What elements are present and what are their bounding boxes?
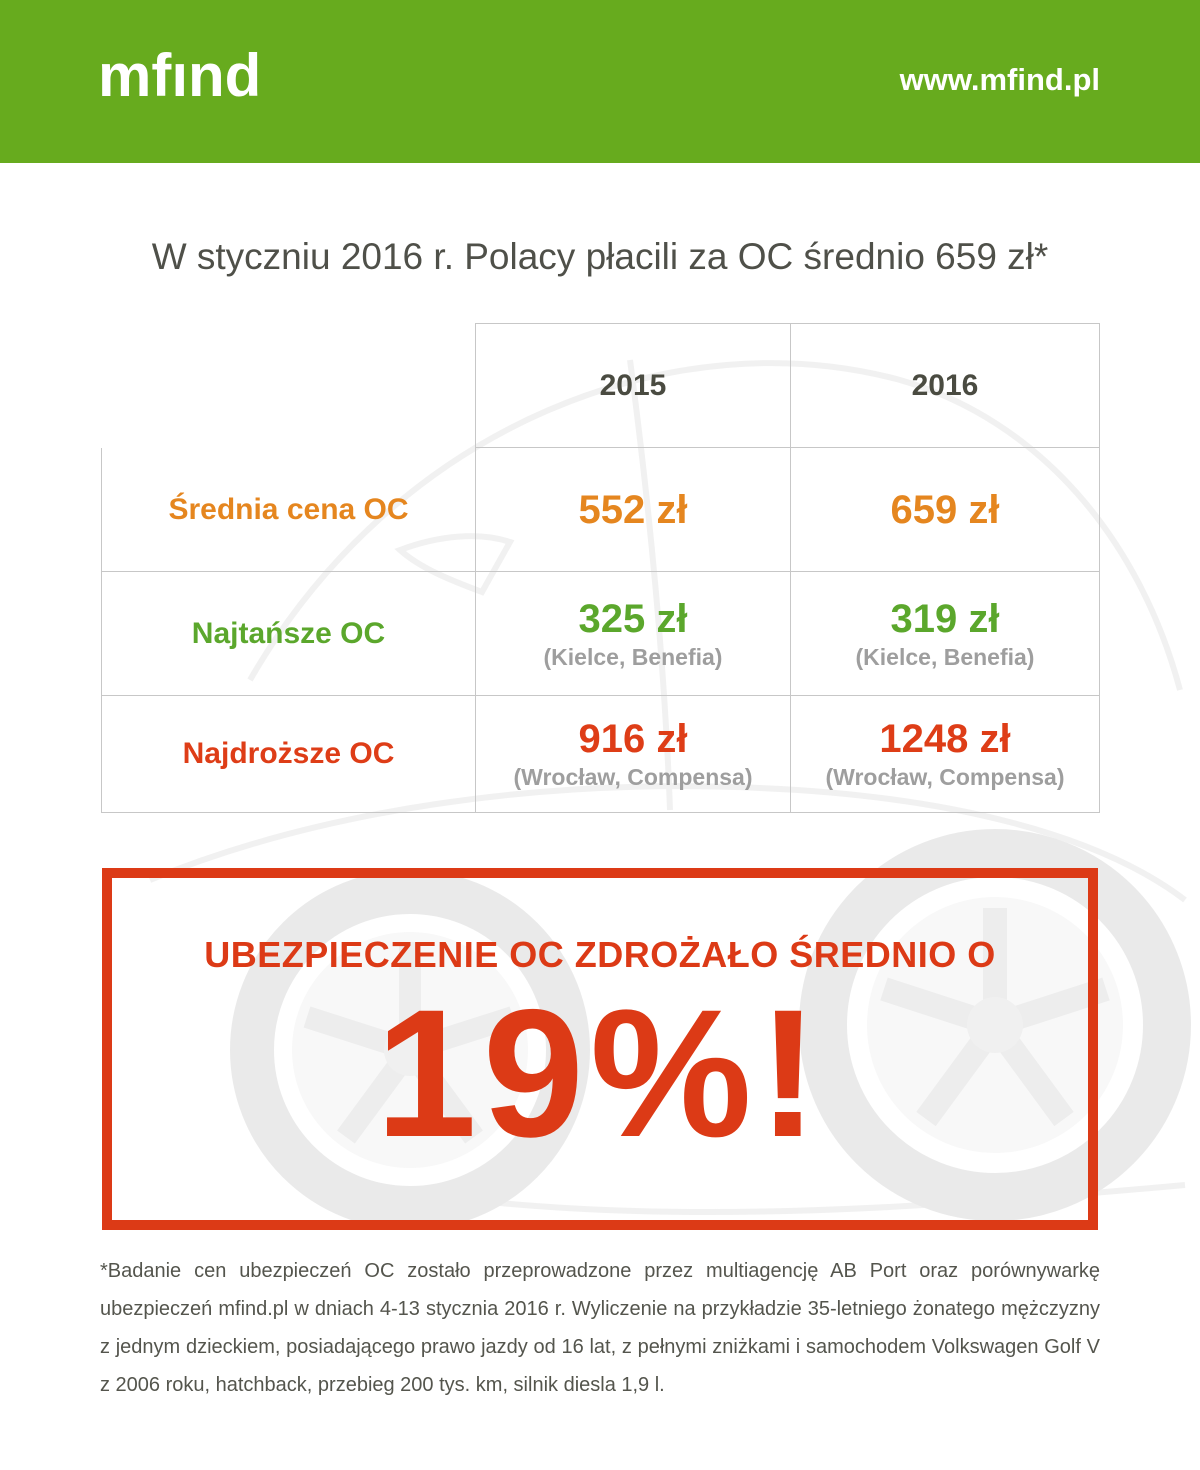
row-label-text: Najdroższe OC bbox=[182, 737, 395, 770]
price-note: (Kielce, Benefia) bbox=[855, 643, 1035, 670]
column-header-2016 bbox=[790, 323, 1100, 448]
price-value: 325 zł bbox=[578, 596, 688, 641]
row-label-text: Najtańsze OC bbox=[191, 616, 386, 650]
methodology-footnote: *Badanie cen ubezpieczeń OC zostało przeprowadzone przez multiagencję AB Port oraz porównywarkę ubezpieczeń mfind.pl w dniach 4-13 stycznia 2016 r. Wyliczenie na przykładzie 35-letniego żonatego mężczyzny z jednym dzieckiem, posiadającego prawo jazdy od 16 lat, z pełnymi zniżkami i samochodem Volkswagen Golf V z 2006 roku, hatchback, przebieg 200 tys. km, silnik diesla 1,9 l. bbox=[100, 1260, 1100, 1396]
callout-headline: UBEZPIECZENIE OC ZDROŻAŁO ŚREDNIO O bbox=[204, 934, 996, 975]
price-value: 916 zł bbox=[578, 717, 688, 761]
cell-most-expensive-2016 bbox=[790, 696, 1100, 813]
year-label: 2016 bbox=[911, 368, 979, 402]
cell-most-expensive-2015 bbox=[475, 696, 790, 813]
callout-percentage: 19%! bbox=[375, 971, 825, 1175]
row-label-most-expensive bbox=[101, 696, 475, 813]
table-corner-spacer bbox=[101, 323, 475, 448]
price-note: (Wrocław, Compensa) bbox=[513, 764, 753, 790]
row-label-cheapest bbox=[101, 572, 475, 696]
price-note: (Wrocław, Compensa) bbox=[825, 764, 1065, 790]
cell-cheapest-2015 bbox=[475, 572, 790, 696]
header-bar bbox=[0, 0, 1200, 163]
page-title: W styczniu 2016 r. Polacy płacili za OC średnio 659 zł* bbox=[151, 236, 1049, 277]
price-value: 659 zł bbox=[890, 487, 1000, 532]
year-label: 2015 bbox=[599, 368, 667, 402]
price-table bbox=[101, 323, 1100, 813]
column-header-2015 bbox=[475, 323, 790, 448]
row-label-average-price bbox=[101, 448, 475, 572]
cell-cheapest-2016 bbox=[790, 572, 1100, 696]
price-value: 1248 zł bbox=[879, 717, 1011, 761]
website-url: www.mfind.pl bbox=[899, 62, 1100, 97]
price-value: 552 zł bbox=[578, 487, 688, 532]
mfind-logo: mfınd bbox=[98, 42, 262, 109]
cell-average-2015 bbox=[475, 448, 790, 572]
price-increase-callout bbox=[102, 868, 1098, 1230]
price-note: (Kielce, Benefia) bbox=[543, 643, 723, 670]
row-label-text: Średnia cena OC bbox=[168, 492, 409, 526]
cell-average-2016 bbox=[790, 448, 1100, 572]
price-value: 319 zł bbox=[890, 596, 1000, 641]
